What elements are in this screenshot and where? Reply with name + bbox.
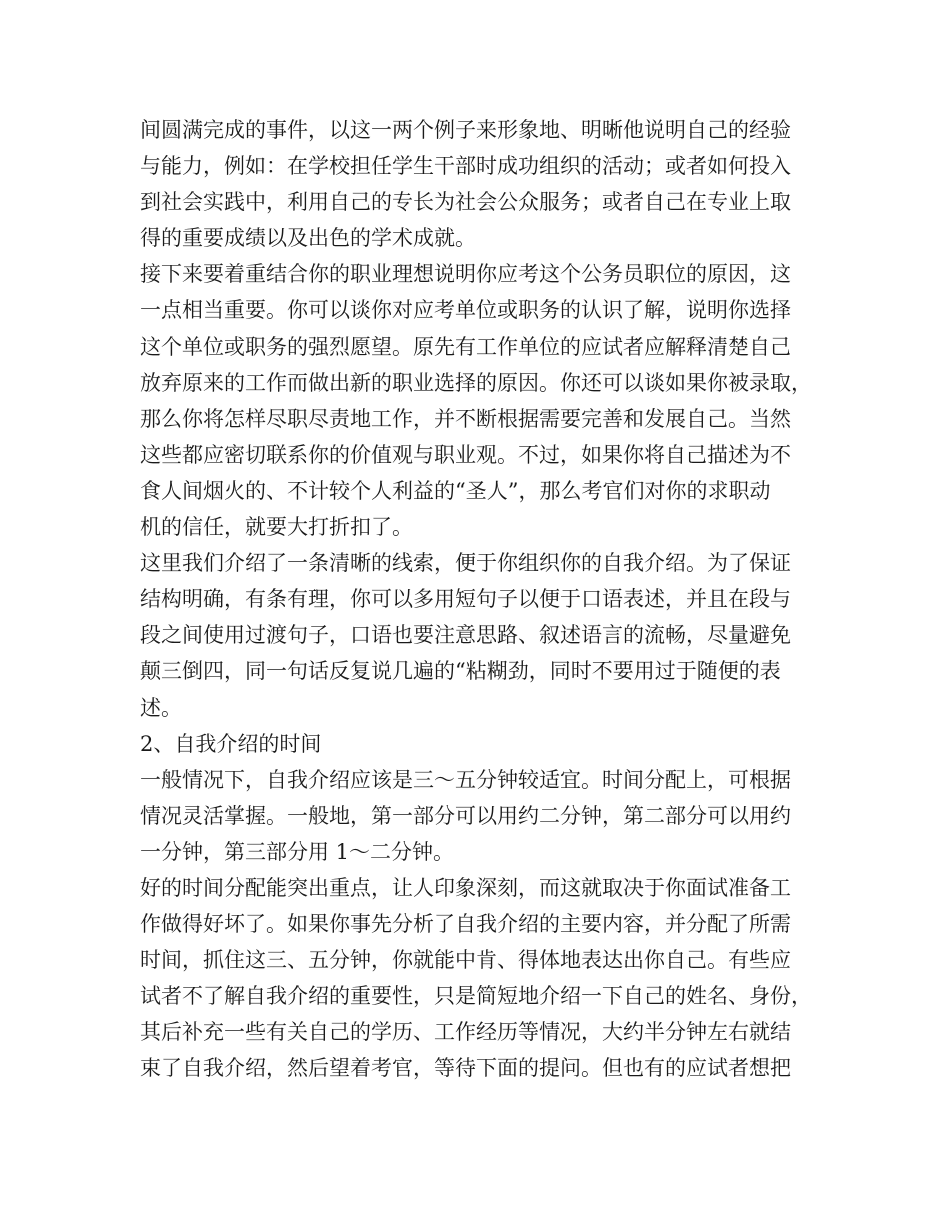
- text-line: 放弃原来的工作而做出新的职业选择的原因。你还可以谈如果你被录取，: [140, 370, 812, 395]
- text-line: 这里我们介绍了一条清晰的线索，便于你组织你的自我介绍。为了保证: [140, 551, 791, 576]
- text-line: 述。: [140, 695, 182, 720]
- text-line: 得的重要成绩以及出色的学术成就。: [140, 226, 476, 251]
- text-line: 时间，抓住这三、五分钟，你就能中肯、得体地表达出你自己。有些应: [140, 948, 791, 973]
- document-body: [140, 112, 820, 1087]
- text-line: 段之间使用过渡句子，口语也要注意思路、叙述语言的流畅，尽量避免: [140, 623, 791, 648]
- text-line: 其后补充一些有关自己的学历、工作经历等情况，大约半分钟左右就结: [140, 1020, 791, 1045]
- text-line: 颠三倒四，同一句话反复说几遍的“粘糊劲，同时不要用过于随便的表: [140, 659, 781, 684]
- text-line: 情况灵活掌握。一般地，第一部分可以用约二分钟，第二部分可以用约: [140, 803, 791, 828]
- text-line: 间圆满完成的事件，以这一两个例子来形象地、明晰他说明自己的经验: [140, 118, 791, 142]
- text-line: 这些都应密切联系你的价值观与职业观。不过，如果你将自己描述为不: [140, 442, 791, 467]
- text-line: 那么你将怎样尽职尽责地工作，并不断根据需要完善和发展自己。当然: [140, 406, 791, 431]
- text-line: 机的信任，就要大打折扣了。: [140, 515, 413, 540]
- text-line: 一点相当重要。你可以谈你对应考单位或职务的认识了解，说明你选择: [140, 298, 791, 323]
- text-line: 试者不了解自我介绍的重要性，只是简短地介绍一下自己的姓名、身份，: [140, 984, 812, 1009]
- section-heading: 2、自我介绍的时间: [140, 731, 322, 756]
- text-line: 食人间烟火的、不计较个人利益的“圣人”，那么考官们对你的求职动: [140, 478, 771, 503]
- text-line: 与能力，例如：在学校担任学生干部时成功组织的活动；或者如何投入: [140, 154, 791, 179]
- text-line: 这个单位或职务的强烈愿望。原先有工作单位的应试者应解释清楚自己: [140, 334, 791, 359]
- text-line: 好的时间分配能突出重点，让人印象深刻，而这就取决于你面试准备工: [140, 875, 791, 900]
- text-line: 结构明确，有条有理，你可以多用短句子以便于口语表述，并且在段与: [140, 587, 791, 612]
- text-line: 接下来要着重结合你的职业理想说明你应考这个公务员职位的原因，这: [140, 262, 791, 287]
- text-line: 作做得好坏了。如果你事先分析了自我介绍的主要内容，并分配了所需: [140, 912, 791, 937]
- text-line: 一分钟，第三部分用 1～二分钟。: [140, 839, 455, 864]
- text-line: 到社会实践中，利用自己的专长为社会公众服务；或者自己在专业上取: [140, 190, 791, 215]
- text-line: 一般情况下，自我介绍应该是三～五分钟较适宜。时间分配上，可根据: [140, 767, 791, 792]
- text-line: 束了自我介绍，然后望着考官，等待下面的提问。但也有的应试者想把: [140, 1056, 791, 1081]
